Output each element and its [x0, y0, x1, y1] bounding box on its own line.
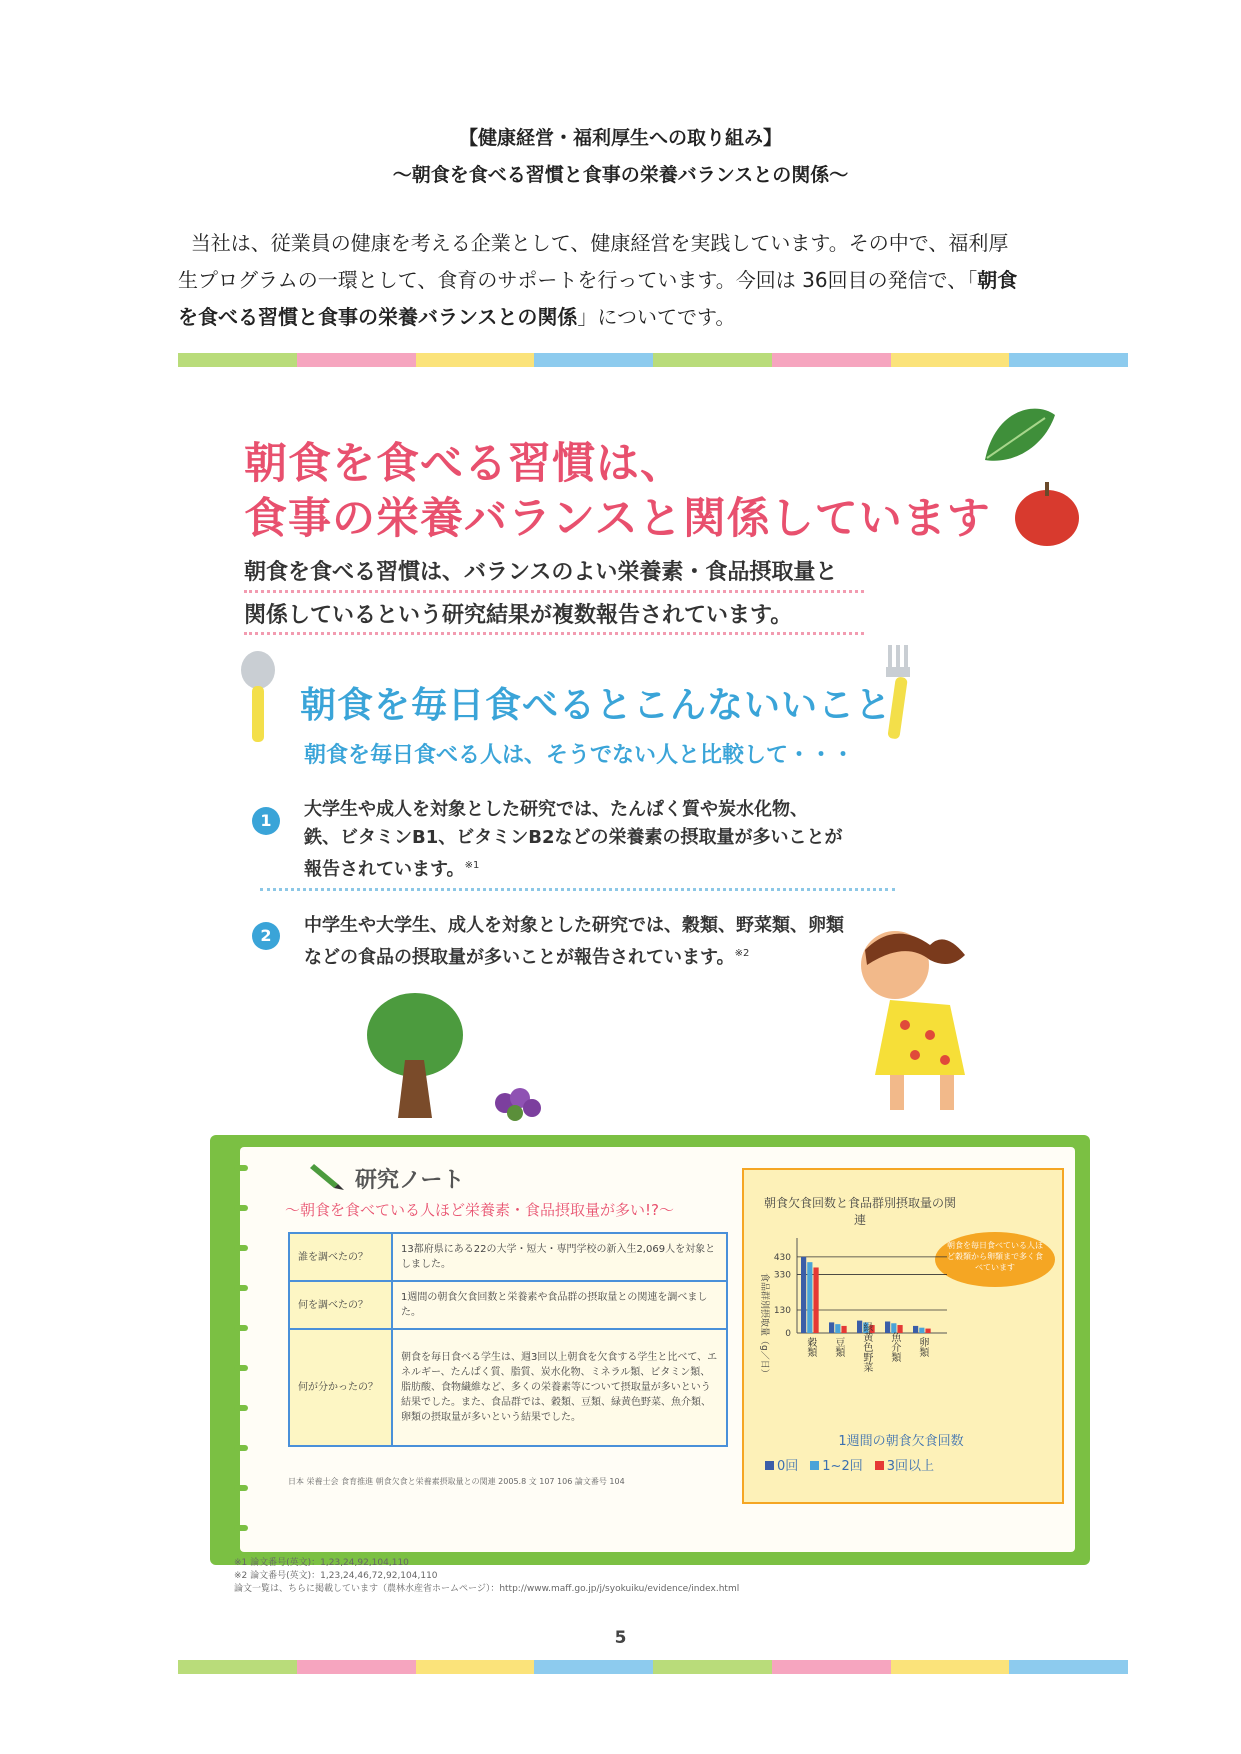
bar: [925, 1329, 930, 1333]
bar: [801, 1257, 806, 1333]
bar: [835, 1324, 840, 1333]
ring: [234, 1245, 248, 1251]
ring: [234, 1445, 248, 1451]
bar: [841, 1326, 846, 1333]
bar: [913, 1326, 918, 1333]
x-tick-label: 緑黄色野菜: [860, 1322, 872, 1372]
tree-illustration: [360, 990, 470, 1120]
x-tick-label: 卵類: [916, 1337, 928, 1357]
leaf-icon: [975, 400, 1060, 470]
legend-item: [765, 1455, 798, 1474]
point-number: 2: [252, 922, 280, 950]
bar: [813, 1267, 818, 1333]
y-tick-label: 430: [773, 1252, 791, 1263]
y-tick-label: 130: [773, 1305, 791, 1316]
top-stripe: [178, 353, 1128, 367]
grapes-illustration: [490, 1078, 545, 1123]
girl-illustration: [845, 925, 995, 1115]
benefit-title: 朝食を毎日食べるとこんないいこと: [300, 685, 893, 726]
spoon-icon: [238, 650, 278, 745]
ring: [234, 1365, 248, 1371]
ring: [234, 1405, 248, 1411]
ring: [234, 1205, 248, 1211]
x-tick-label: 豆類: [832, 1337, 844, 1357]
benefit-subtitle: 朝食を毎日食べる人は、そうでない人と比較して・・・: [304, 743, 855, 768]
lead-line2: 関係しているという研究結果が複数報告されています。: [244, 603, 793, 628]
research-note-subtitle: ～朝食を食べている人ほど栄養素・食品摂取量が多い!?～: [285, 1201, 674, 1219]
y-tick-label: 330: [773, 1270, 791, 1281]
chart-ylabel: 食品群別摂取量（g／日）: [759, 1273, 769, 1378]
header-title: 【健康経営・福利厚生への取り組み】: [458, 127, 782, 149]
legend-label: 0回: [777, 1459, 799, 1474]
apple-icon: [1012, 476, 1082, 548]
research-table: [288, 1232, 728, 1447]
table-question: 何が分かったの？: [289, 1329, 392, 1446]
x-tick-label: 魚介類: [888, 1332, 900, 1362]
header-subtitle: ～朝食を食べる習慣と食事の栄養バランスとの関係～: [392, 164, 849, 186]
intro-line1: 当社は、従業員の健康を考える企業として、健康経営を実践しています。その中で、福利厚: [190, 231, 1009, 255]
intro-line2: 生プログラムの一環として、食育のサポートを行っています。今回は 36回目の発信で、「朝食: [178, 268, 1018, 292]
bar: [829, 1322, 834, 1333]
lead-line1: 朝食を食べる習慣は、バランスのよい栄養素・食品摂取量と: [244, 560, 838, 585]
chart-xlabel: 1週間の朝食欠食回数: [838, 1434, 964, 1449]
y-tick-label: 0: [785, 1329, 791, 1339]
intro-line3: を食べる習慣と食事の栄養バランスとの関係」についてです。: [178, 305, 736, 329]
footnote-1: ※1 論文番号(英文)：1,23,24,92,104,110: [234, 1558, 409, 1568]
research-source: 日本 栄養士会 食育推進 朝食欠食と栄養素摂取量との関連 2005.8 文 107 106 論文番号 104: [288, 1477, 625, 1486]
divider: [244, 590, 864, 593]
ring: [234, 1165, 248, 1171]
table-question: 誰を調べたの？: [289, 1233, 392, 1281]
footnote-2: ※2 論文番号(英文)：1,23,24,46,72,92,104,110: [234, 1571, 438, 1581]
point-2: 中学生や大学生、成人を対象とした研究では、穀類、野菜類、卵類 などの食品の摂取量が多いことが報告されています。$^{※2}$: [304, 915, 844, 968]
table-answer: 13都府県にある22の大学・短大・専門学校の新入生2,069人を対象としました。: [392, 1233, 727, 1281]
legend-swatch: [765, 1461, 774, 1470]
poster-title-line1: 朝食を食べる習慣は、: [244, 439, 684, 489]
poster-title-line2: 食事の栄養バランスと関係しています: [244, 494, 991, 544]
table-row: [289, 1281, 727, 1329]
divider: [260, 888, 895, 891]
bar: [807, 1262, 812, 1333]
ring: [234, 1485, 248, 1491]
divider: [244, 632, 864, 635]
legend-swatch: [810, 1461, 819, 1470]
table-answer: 1週間の朝食欠食回数と栄養素や食品群の摂取量との関連を調べました。: [392, 1281, 727, 1329]
chart-svg: [742, 1168, 1060, 1500]
table-question: 何を調べたの？: [289, 1281, 392, 1329]
legend-swatch: [875, 1461, 884, 1470]
table-answer: 朝食を毎日食べる学生は、週3回以上朝食を欠食する学生と比べて、エネルギー、たんぱく質、脂質、炭水化物、ミネラル類、ビタミン類、脂肪酸、食物繊維など、多くの栄養素等について摂取量が多いという結果でした。また、食品群では、穀類、豆類、緑黄色野菜、魚介類、卵類の摂取量が多いという結果でした。: [392, 1329, 727, 1446]
chart-title: 朝食欠食回数と食品群別摂取量の関連: [763, 1196, 956, 1227]
table-row: [289, 1329, 727, 1446]
bar: [919, 1328, 924, 1333]
point-1: 大学生や成人を対象とした研究では、たんぱく質や炭水化物、 鉄、ビタミンB1、ビタミンB2などの栄養素の摂取量が多いことが 報告されています。$^{※1}$: [304, 799, 843, 880]
research-note-title: 研究ノート: [355, 1168, 465, 1193]
legend-item: [810, 1455, 862, 1474]
point-number: 1: [252, 807, 280, 835]
chart-callout: 朝食を毎日食べている人ほど穀類から卵類まで多く食べています: [935, 1232, 1055, 1287]
ring: [234, 1525, 248, 1531]
legend-label: 1~2回: [822, 1459, 863, 1474]
ring: [234, 1325, 248, 1331]
pencil-icon: [310, 1160, 346, 1192]
footnote-3: 論文一覧は、ちらに掲載しています（農林水産省ホームページ）：http://www.maff.go.jp/j/syokuiku/evidence/index.html: [234, 1584, 740, 1594]
legend-label: 3回以上: [886, 1459, 934, 1474]
ring: [234, 1285, 248, 1291]
chart-legend: [765, 1455, 934, 1474]
table-row: [289, 1233, 727, 1281]
intro-paragraph: [178, 225, 1068, 336]
bottom-stripe: [178, 1660, 1128, 1674]
legend-item: [875, 1455, 934, 1474]
x-tick-label: 穀類: [804, 1337, 816, 1357]
page-number: 5: [614, 1628, 627, 1648]
